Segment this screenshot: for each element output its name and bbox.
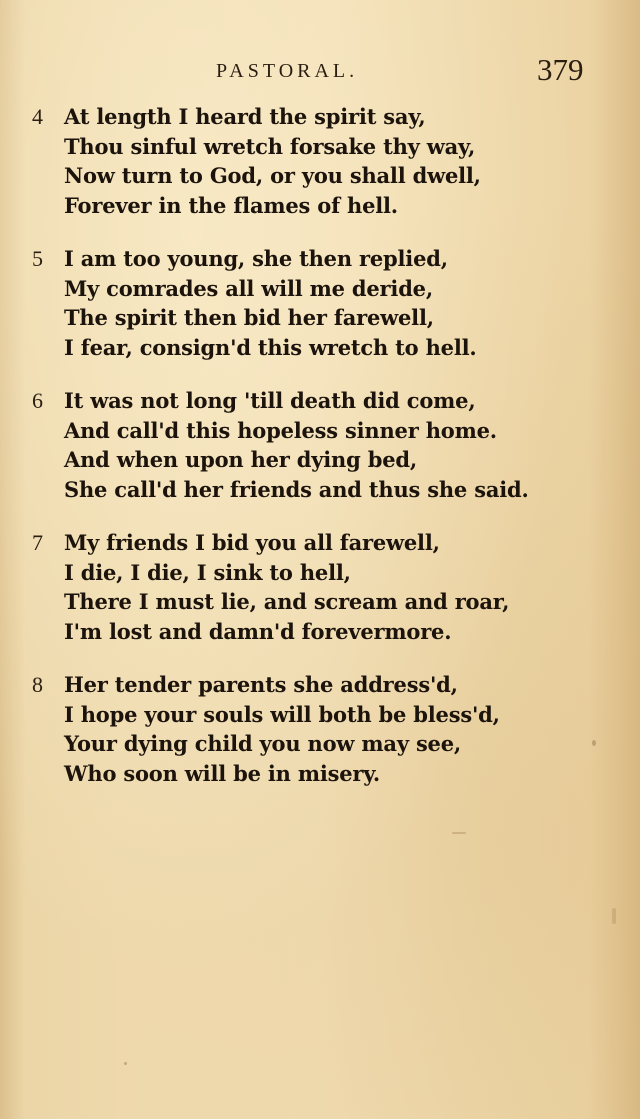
verse-line: Forever in the flames of hell. <box>64 192 398 218</box>
verse-line: I die, I die, I sink to hell, <box>64 559 351 585</box>
verse-line: The spirit then bid her farewell, <box>64 305 434 330</box>
running-title: PASTORAL. <box>216 60 359 82</box>
verse-line: And when upon her dying bed, <box>64 447 417 472</box>
verse-line: I am too young, she then replied, <box>64 246 448 271</box>
verse-line: There I must lie, and scream and roar, <box>64 589 510 614</box>
verse-number: 7 <box>32 530 43 555</box>
verse-line: My comrades all will me deride, <box>64 275 433 301</box>
verse-line: And call'd this hopeless sinner home. <box>64 417 497 443</box>
verse <box>30 386 630 504</box>
verse-number: 5 <box>32 246 43 271</box>
verse-line: Her tender parents she address'd, <box>64 672 458 697</box>
verse-line: Now turn to God, or you shall dwell, <box>64 163 481 188</box>
verse-line: I fear, consign'd this wretch to hell. <box>64 334 477 360</box>
verse-number: 8 <box>32 672 43 697</box>
verse <box>30 670 630 788</box>
verse-number: 6 <box>32 388 43 413</box>
verse-line: At length I heard the spirit say, <box>64 104 426 129</box>
paper-speck <box>592 740 596 746</box>
verse-line: Your dying child you now may see, <box>64 731 461 756</box>
verse <box>30 244 630 362</box>
verse <box>30 102 630 220</box>
verse-line: She call'd her friends and thus she said. <box>64 476 529 502</box>
paper-speck <box>612 908 616 924</box>
verse-number: 4 <box>32 104 43 129</box>
verse-line: I'm lost and damn'd forevermore. <box>64 618 452 644</box>
verse-line: Who soon will be in misery. <box>64 760 380 786</box>
hymn-verses <box>30 102 630 812</box>
verse <box>30 528 630 646</box>
verse-line: Thou sinful wretch forsake thy way, <box>64 133 476 159</box>
paper-speck <box>124 1062 127 1065</box>
page-number: 379 <box>537 52 584 87</box>
verse-line: I hope your souls will both be bless'd, <box>64 701 500 727</box>
verse-line: My friends I bid you all farewell, <box>64 530 440 555</box>
paper-speck <box>452 832 466 834</box>
verse-line: It was not long 'till death did come, <box>64 388 476 413</box>
